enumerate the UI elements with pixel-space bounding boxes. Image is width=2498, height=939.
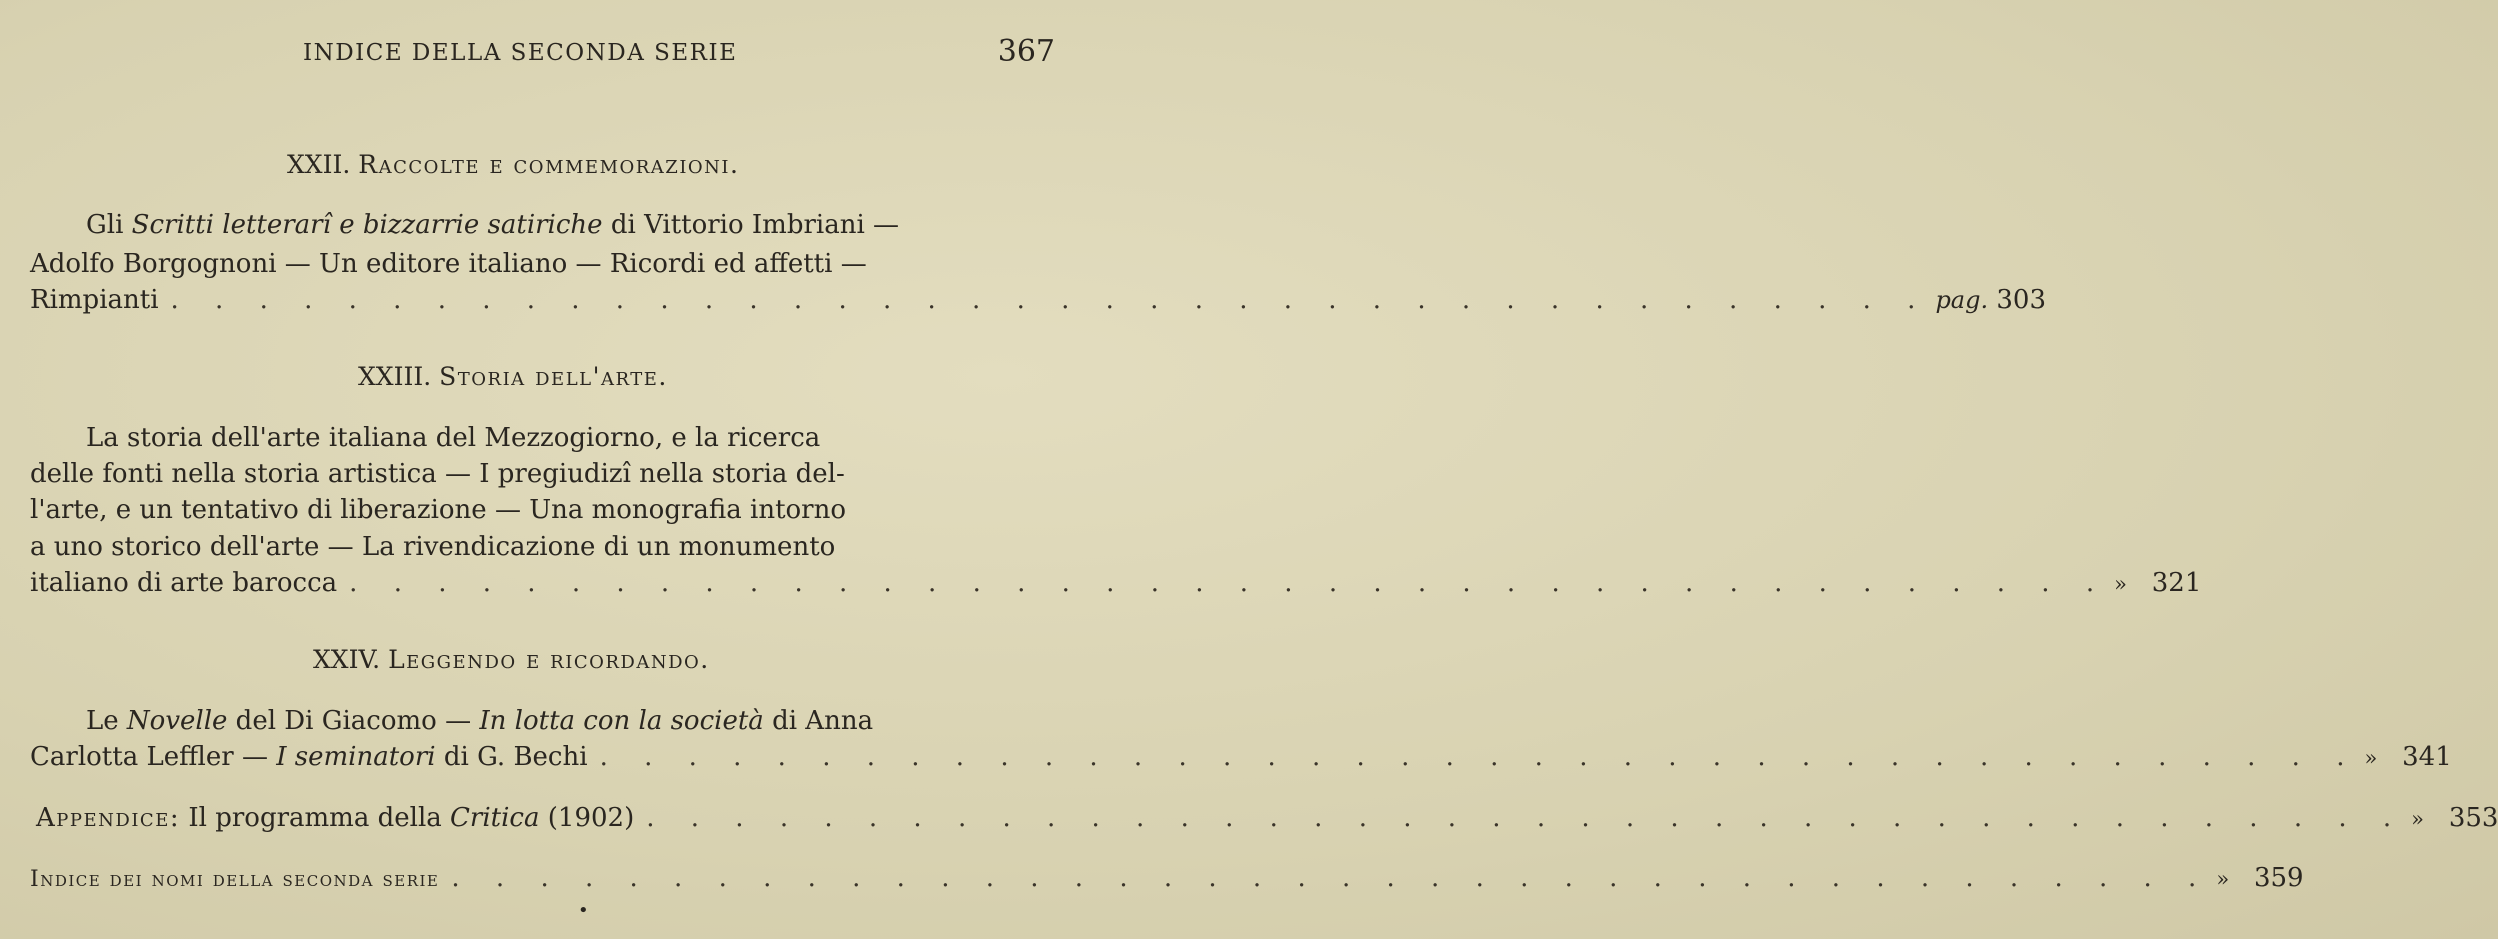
leader-dots: . . . . . . . . . . . . . . . . . . . . . . . . . . . . . . . . . . . . . . . . xyxy=(170,285,1930,315)
section-numeral: XXIV. xyxy=(313,645,381,674)
toc-entry-line: delle fonti nella storia artistica — I pregiudizî nella storia del- xyxy=(30,459,845,489)
leader-dots: . . . . . . . . . . . . . . . . . . . . . . . . . . . . . . . . . . . . . . . . xyxy=(646,803,2406,833)
appendix-label: Appendice: xyxy=(36,803,181,833)
toc-entry-line: Adolfo Borgognoni — Un editore italiano — Ricordi ed affetti — xyxy=(30,249,867,279)
section-heading-xxiv xyxy=(313,645,1408,674)
page-ref: 353 xyxy=(2448,803,2498,833)
section-numeral: XXII. xyxy=(287,150,351,179)
page-prefix: » xyxy=(2364,746,2378,770)
section-title: Leggendo e ricordando. xyxy=(388,645,710,674)
appendix-entry: Appendice: Il programma della Critica (1902) . . . . . . . . . . . . . . . . . . . . . . . . . . . . . . . . . . . . . . . . » 353 xyxy=(36,803,2498,833)
toc-entry-line: La storia dell'arte italiana del Mezzogiorno, e la ricerca xyxy=(86,423,821,453)
page-prefix: pag. xyxy=(1935,286,1989,314)
running-header xyxy=(0,34,1095,72)
toc-entry-line: Gli Scritti letterarî e bizzarrie satiriche di Vittorio Imbriani — xyxy=(86,210,900,240)
leader-dots: . . . . . . . . . . . . . . . . . . . . . . . . . . . . . . . . . . . . . . . . xyxy=(451,863,2211,893)
section-title: Storia dell'arte. xyxy=(439,362,668,391)
page-ref: 303 xyxy=(1996,285,2047,315)
leader-dots: . . . . . . . . . . . . . . . . . . . . . . . . . . . . . . . . . . . . . . . . xyxy=(599,742,2359,772)
index-entry xyxy=(30,863,2304,893)
toc-entry-line-with-page: italiano di arte barocca . . . . . . . . . . . . . . . . . . . . . . . . . . . . . . . . . . . . . . . . » 321 xyxy=(30,568,2202,598)
page-number: 367 xyxy=(997,34,1055,69)
toc-entry-line: Le Novelle del Di Giacomo — In lotta con la società di Anna xyxy=(86,706,874,736)
page-prefix: » xyxy=(2411,807,2425,831)
section-title: Raccolte e commemorazioni. xyxy=(358,150,740,179)
toc-entry-line: a uno storico dell'arte — La rivendicazione di un monumento xyxy=(30,532,836,562)
leader-dots: . . . . . . . . . . . . . . . . . . . . . . . . . . . . . . . . . . . . . . . . xyxy=(349,568,2109,598)
running-title: INDICE DELLA SECONDA SERIE xyxy=(303,40,738,66)
page-prefix: » xyxy=(2216,867,2230,891)
section-heading-xxii xyxy=(287,150,1382,179)
page-ref: 341 xyxy=(2402,742,2452,772)
section-numeral: XXIII. xyxy=(358,362,432,391)
toc-entry-line-with-page: Carlotta Leffler — I seminatori di G. Bechi . . . . . . . . . . . . . . . . . . . . . . . . . . . . . . . . . . . . . . . . » 341 xyxy=(30,742,2452,772)
toc-entry-line: l'arte, e un tentativo di liberazione — Una monografia intorno xyxy=(30,495,847,525)
printer-mark: • xyxy=(578,900,589,921)
page-ref: 321 xyxy=(2151,568,2202,598)
page-prefix: » xyxy=(2114,572,2127,596)
section-heading-xxiii xyxy=(358,362,1453,391)
page-ref: 359 xyxy=(2253,863,2304,893)
index-label: Indice dei nomi della seconda serie xyxy=(30,867,440,892)
toc-entry-line-with-page: Rimpianti . . . . . . . . . . . . . . . . . . . . . . . . . . . . . . . . . . . . . . . . pag. 303 xyxy=(30,285,2047,315)
